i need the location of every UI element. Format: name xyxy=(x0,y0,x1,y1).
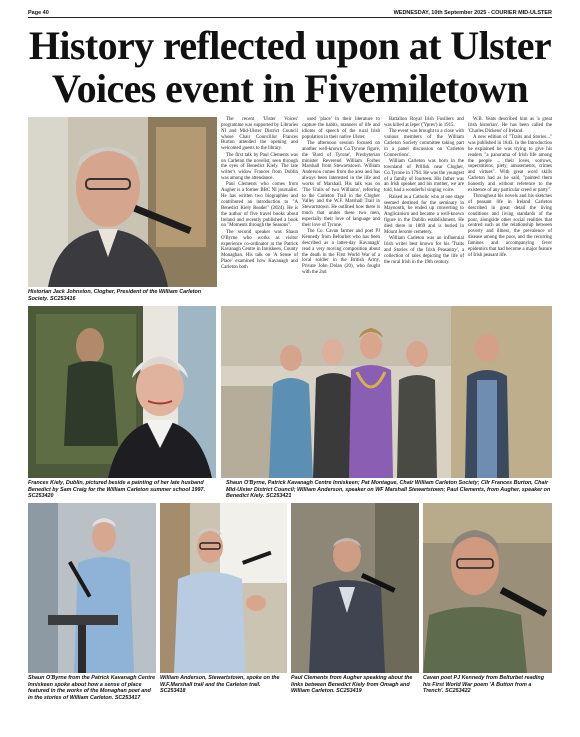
article-paragraph: The event was brought to a close with various members of the William Carleton Society committee taking part in a panel discussion on 'Carleton Connections'. xyxy=(384,129,464,158)
article-paragraph: used 'place' in their literature to capture the habits, manners of life and idioms of speech of the rural Irish population in their native Ulster. xyxy=(302,117,380,140)
article-paragraph: The first talk by Paul Clements was on Carleton the novelist, seen through the eyes of Benedict Kiely. The late writer's widow Frances from Dublin was among the attendance. xyxy=(221,152,298,182)
caption-shaun-obyrne: Shaun O'Byrne from the Patrick Kavanagh Centre Inniskeen spoke about how a sense of place featured in the works of the Monaghan poet and in the stories of William Carleton. SC253417 xyxy=(28,675,156,701)
page-masthead xyxy=(28,8,552,18)
article-column-4 xyxy=(468,117,552,305)
article-paragraph: William Carleton was an influential Irish writer best known for his 'Traits and Stories of the Irish Peasantry', a collection of tales depicting the life of the rural Irish in the 19th century. xyxy=(384,236,464,265)
caption-pj-kennedy: Cavan poet PJ Kennedy from Belturbet reading his First World War poem 'A Button from a Trench'. SC253422 xyxy=(423,675,545,695)
article-paragraph: The afternoon session focused on another well-known Co.Tyrone figure, the 'Bard of Tyrone', Presbyterian minister Reverend William Forbes Marshall from Stewartstown. William Anderson comes from the area and has always been interested in the life and works of Marshall. His talk was on 'The Trails of two Williams', referring to the Carleton Trail in the Clogher Valley and the W.F. Marshall Trail in Stewartstown. He outlined how there is much that unites these two men, especially their love of language and their love of Tyrone. xyxy=(302,140,380,228)
article-paragraph: A new edition of "Traits and Stories..." was published in 1843. In the Introduction he explained he was trying to give his readers "a panorama of Irish life among the people ... their loves, sorrows, superstitions, piety, amusements, crimes and virtues". With great word skills Carleton had as he said, "painted them honestly and without reference to the existence of any particular creed or party". xyxy=(468,135,552,193)
article-paragraph: Battalion Royal Irish Fusiliers and was killed at Ieper ('Ypres') in 1915. xyxy=(384,117,464,128)
headline: History reflected upon at Ulster Voices event in Fivemiletown xyxy=(28,23,552,111)
article-column-3 xyxy=(384,117,464,305)
photo-jack-johnston xyxy=(28,117,217,287)
article-column-2 xyxy=(302,117,380,305)
article-column-1 xyxy=(221,117,298,305)
photo-frances-kiely xyxy=(28,306,216,478)
photo-shaun-obyrne xyxy=(28,503,156,673)
article-paragraph: Raised as a Catholic who at one stage seemed destined for the seminary in Maynooth, he ended up converting to Anglicanism and became a well-known figure in the Dublin establishment. He died there in 1869 and is buried in Mount Jerome cemetery. xyxy=(384,194,464,235)
photo-group xyxy=(221,306,552,478)
caption-william-anderson: William Anderson, Stewartstown, spoke on the W.F.Marshall trail and the Carleton trail. SC253418 xyxy=(160,675,280,695)
article-paragraph: The Co. Cavan farmer and poet PJ Kennedy from Belturbet who has been described as a latter-day Kavanagh' read a very moving composition about the death in the First World War of a local soldier in the British Army, Private John Dolan (20), who fought with the 2nd xyxy=(302,229,380,276)
dateline: WEDNESDAY, 10th September 2025 - COURIER MID-ULSTER xyxy=(393,10,552,16)
article-paragraph: Throughout his novels and his sketches of peasant life in Ireland Carleton described in great detail the living conditions and living standards of the poor, alongside other social realities that centred such as the relationship between poverty and illness, the prevalence of disease among the poor, and the recurring famines and accompanying fever epidemics that had become a major feature of Irish peasant life. xyxy=(468,194,552,258)
caption-jack-johnston: Historian Jack Johnston, Clogher, President of the William Carleton Society. SC253416 xyxy=(28,289,202,302)
photo-william-anderson xyxy=(160,503,287,673)
article-paragraph: The recent 'Ulster Voices' programme was supported by Libraries NI and Mid-Ulster District Council whose Chair Councillor Frances Burton attended the opening and welcomed guests to the library. xyxy=(221,117,298,152)
article-paragraph: The second speaker was Shaun O'Byrne who works as visitor experience co-ordinator at the Patrick Kavanagh Centre in Inniskeen, County Monaghan. His talk on 'A Sense of Place' examined how Kavanagh and Carleton both xyxy=(221,229,298,270)
article-paragraph: Paul Clements who comes from Augher is a former BBC NI journalist. He has written two biographies and contributed an introduction to "A Benedict Kiely Reader" (2024). He is the author of five travel books about Ireland and recently published a book on "Moments through the Seasons". xyxy=(221,182,298,229)
caption-group: Shaun O'Byrne, Patrick Kavanagh Centre Inniskeen; Pat Montague, Chair William Carleton Society; Cllr Frances Burton, Chair Mid-Ulster District Council; William Anderson, speaker on WF Marshall Stewartstown; Paul Clements, from Augher, speaker on Benedict Kiely. SC253421 xyxy=(226,480,551,500)
article-paragraph: William Carleton was born in the townland of Prillisk near Clogher, Co.Tyrone in 1794. He was the youngest of a family of fourteen. His father was an Irish speaker and his mother, we are told, had a wonderful singing voice. xyxy=(384,159,464,194)
article-paragraph: W.B. Yeats described him as 'a great Irish historian'. He has been called the 'Charles Dickens' of Ireland. xyxy=(468,117,552,134)
photo-paul-clements xyxy=(291,503,419,673)
page-number: Page 40 xyxy=(28,10,49,16)
caption-paul-clements: Paul Clements from Augher speaking about the links between Benedict Kiely from Omagh and William Carleton. SC253419 xyxy=(291,675,413,695)
caption-frances-kiely: Frances Kiely, Dublin, pictured beside a painting of her late husband Benedict by Sam Craig for the William Carleton summer school 1997. SC253420 xyxy=(28,480,205,500)
photo-pj-kennedy xyxy=(423,503,552,673)
